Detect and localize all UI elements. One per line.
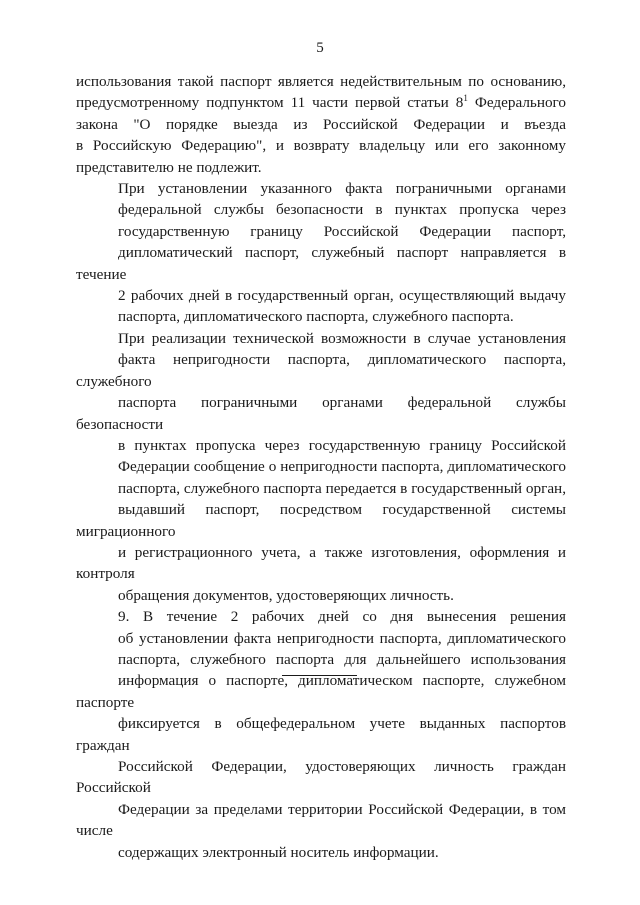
paragraph-4 [76, 606, 566, 863]
text-segment: предусмотренному подпунктом 11 части первой статьи 8 [76, 94, 464, 112]
text-line [76, 92, 566, 113]
text-line: факта непригодности паспорта, дипломатического паспорта, служебного [76, 351, 566, 390]
text-line: и регистрационного учета, а также изготовления, оформления и контроля [76, 543, 566, 583]
text-line: дипломатический паспорт, служебный паспорт направляется в течение [76, 244, 566, 283]
text-line: При установлении указанного факта пограничными органами [118, 180, 566, 198]
text-line: об установлении факта непригодности паспорта, дипломатического [118, 629, 566, 647]
superscript: 1 [463, 93, 468, 104]
text-line: использования такой паспорт является недействительным по основанию, [76, 73, 566, 90]
text-line: 2 рабочих дней в государственный орган, осуществляющий выдачу [118, 287, 566, 305]
text-line: Российской Федерации, удостоверяющих личность граждан Российской [76, 758, 566, 797]
text-line: паспорта, дипломатического паспорта, служебного паспорта. [118, 308, 514, 326]
text-line: При реализации технической возможности в случае установления [118, 329, 566, 347]
text-line: представителю не подлежит. [76, 158, 262, 176]
text-line: Федерации сообщение о непригодности паспорта, дипломатического [118, 458, 566, 476]
text-line: Федерации за пределами территории Российской Федерации, в том числе [76, 800, 566, 840]
text-line: в пунктах пропуска через государственную границу Российской [118, 436, 566, 454]
paragraph-1 [76, 71, 566, 178]
text-line: 9. В течение 2 рабочих дней со дня вынесения решения [118, 608, 566, 626]
text-line: обращения документов, удостоверяющих личность. [118, 586, 454, 604]
text-line: содержащих электронный носитель информации. [118, 843, 439, 861]
document-body [76, 71, 566, 863]
text-line: федеральной службы безопасности в пунктах пропуска через [118, 201, 566, 219]
page-number: 5 [316, 40, 324, 56]
text-line: закона "О порядке выезда из Российской Федерации и въезда [76, 115, 566, 133]
paragraph-3 [76, 328, 566, 606]
paragraph-2 [76, 178, 566, 328]
text-segment: Федерального [467, 94, 566, 112]
text-line: паспорта, служебного паспорта для дальнейшего использования [118, 650, 566, 668]
text-line: паспорта, служебного паспорта передается в государственный орган, [118, 479, 566, 497]
text-line: в Российскую Федерацию", и возврату владельцу или его законному [76, 137, 566, 155]
end-of-document-rule [282, 675, 357, 676]
text-line: выдавший паспорт, посредством государственной системы миграционного [76, 501, 566, 540]
text-line: фиксируется в общефедеральном учете выданных паспортов граждан [76, 715, 566, 754]
text-line: государственную границу Российской Федерации паспорт, [118, 222, 566, 240]
text-line: информация о паспорте, дипломатическом паспорте, служебном паспорте [76, 672, 566, 711]
text-line: паспорта пограничными органами федеральной службы безопасности [76, 394, 566, 433]
